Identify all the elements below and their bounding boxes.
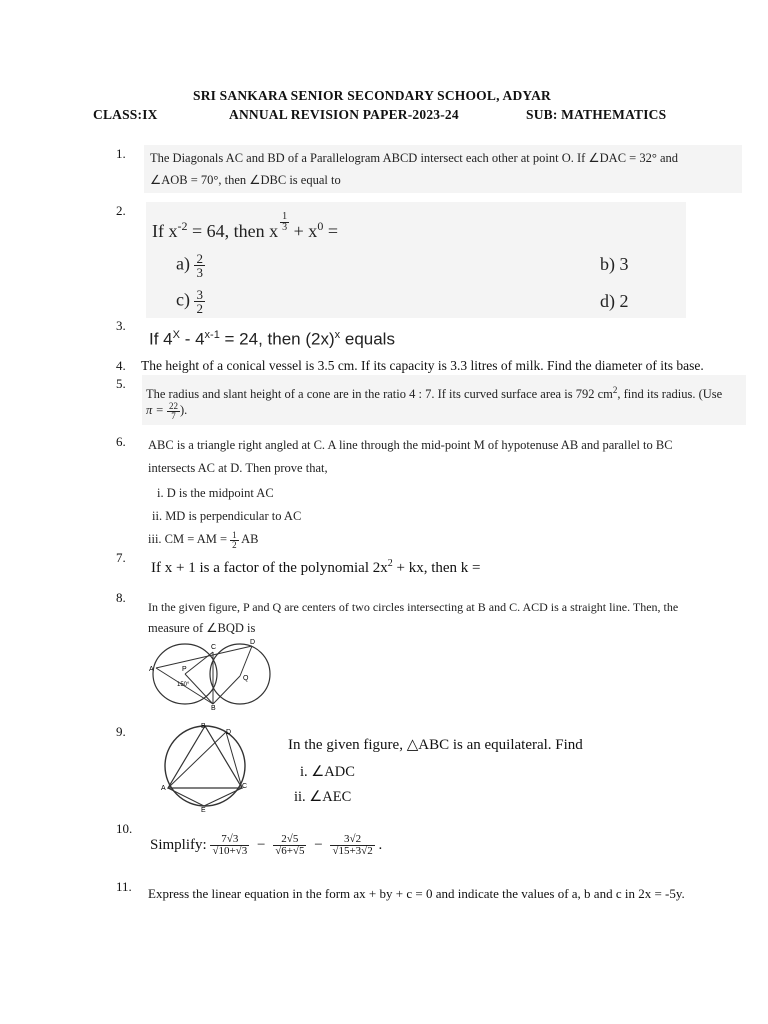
line-dc [226, 732, 242, 788]
term-3-fraction: $\frac{3√2}{√15+3√2}$ [332, 833, 373, 857]
question-number-5: 5. [116, 376, 126, 391]
half-fraction: $\frac{1}{2}$ [232, 529, 237, 550]
school-name: SRI SANKARA SENIOR SECONDARY SCHOOL, ADYAR [193, 88, 551, 103]
question-number-3: 3. [116, 318, 126, 333]
label-d: D [250, 639, 256, 646]
line-qd [240, 646, 252, 676]
label-a: A [149, 666, 154, 673]
question-1-block [144, 145, 742, 193]
option-a: a) $\frac{2}{3}$ [176, 251, 203, 280]
question-2-stem: If $x^{-2} = 64$, then x $\frac{1}{3}$ + $x^0$ = [152, 211, 338, 241]
question-2-block [146, 202, 686, 318]
question-5-line2: π = $\frac{22}{7}$ ). [146, 400, 188, 421]
pi-fraction: $\frac{22}{7}$ [168, 400, 178, 421]
question-9-figure [160, 722, 250, 812]
subject-label: SUB: MATHEMATICS [526, 107, 667, 122]
line-pc [185, 652, 213, 674]
label-angle: 150° [177, 682, 190, 688]
circle-q [210, 644, 270, 704]
option-a-fraction: $\frac{2}{3}$ [196, 251, 203, 280]
question-number-7: 7. [116, 550, 126, 565]
question-5-block [142, 375, 746, 425]
question-number-2: 2. [116, 203, 126, 218]
question-4-text: The height of a conical vessel is 3.5 cm. If its capacity is 3.3 litres of milk. Find the diameter of its base. [141, 358, 704, 373]
question-number-4: 4. [116, 358, 126, 373]
question-8-figure [148, 638, 274, 710]
question-number-6: 6. [116, 434, 126, 449]
line-qb [213, 676, 240, 704]
label-p: P [182, 666, 187, 673]
line-ec [204, 788, 242, 806]
question-10-expression: Simplify: $\frac{7√3}{√10+√3}$ − $\frac{2√5}{√6+√5}$ − $\frac{3√2}{√15+3√2}$ . [150, 833, 383, 857]
label-a: A [161, 785, 166, 792]
question-number-11: 11. [116, 879, 132, 894]
question-6-line2: intersects AC at D. Then prove that, [148, 461, 328, 475]
question-1-line1: The Diagonals AC and BD of a Parallelogram ABCD intersect each other at point O. If ∠DAC = 32° and [150, 151, 678, 165]
question-number-8: 8. [116, 590, 126, 605]
label-b: B [201, 723, 206, 730]
paper-title: ANNUAL REVISION PAPER-2023-24 [229, 107, 459, 122]
label-c: C [211, 644, 217, 651]
question-7-text: If x + 1 is a factor of the polynomial $2x^2$ + kx, then k = [151, 558, 481, 576]
exponent-fraction: $\frac{1}{3}$ [282, 211, 288, 233]
question-number-9: 9. [116, 724, 126, 739]
label-d: D [226, 729, 232, 736]
option-c: c) $\frac{3}{2}$ [176, 287, 203, 316]
line-be [205, 726, 242, 788]
option-d: d) 2 [600, 291, 629, 311]
question-number-1: 1. [116, 146, 126, 161]
line-ae [168, 788, 204, 806]
circle [165, 726, 248, 806]
question-11-text: Express the linear equation in the form ax + by + c = 0 and indicate the values of a, b and c in 2x = -5y. [148, 886, 685, 901]
question-1-line2: ∠AOB = 70°, then ∠DBC is equal to [150, 173, 341, 187]
question-9-stem: In the given figure, △ABC is an equilateral. Find [288, 737, 583, 753]
question-6-item-iii: iii. CM = AM = $\frac{1}{2}$ AB [148, 529, 259, 550]
label-e: E [201, 807, 206, 812]
question-6-line1: ABC is a triangle right angled at C. A line through the mid-point M of hypotenuse AB and parallel to BC [148, 438, 673, 452]
option-b: b) 3 [600, 254, 629, 274]
question-8-line1: In the given figure, P and Q are centers of two circles intersecting at B and C. ACD is a straight line. Then, the [148, 600, 679, 614]
question-9-item-i: i. ∠ADC [300, 764, 355, 780]
question-5-line1: The radius and slant height of a cone are in the ratio 4 : 7. If its curved surface area is 792 $cm^2$, find its radius. (Use [146, 385, 723, 402]
question-number-10: 10. [116, 821, 133, 836]
term-1-fraction: $\frac{7√3}{√10+√3}$ [212, 833, 248, 857]
class-label: CLASS:IX [93, 107, 158, 122]
question-6-item-ii: ii. MD is perpendicular to AC [152, 509, 302, 523]
label-q: Q [243, 675, 249, 682]
option-c-fraction: $\frac{3}{2}$ [196, 287, 203, 316]
question-8-line2: measure of ∠BQD is [148, 621, 256, 635]
question-9-item-ii: ii. ∠AEC [294, 789, 352, 805]
term-2-fraction: $\frac{2√5}{√6+√5}$ [275, 833, 305, 857]
label-c: C [242, 783, 248, 790]
label-b: B [211, 705, 216, 710]
question-3-text: If $4^X - 4^{x-1} = 24$, then $(2x)^x$ equals [149, 329, 395, 349]
question-6-item-i: i. D is the midpoint AC [157, 486, 274, 500]
